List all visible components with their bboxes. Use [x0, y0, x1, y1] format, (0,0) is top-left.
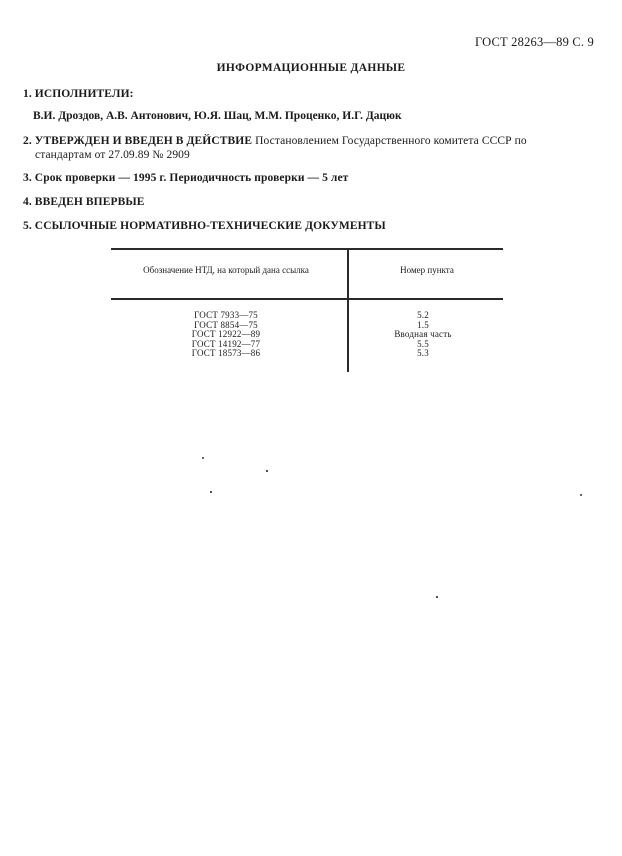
- column-header-clause: Номер пункта: [400, 265, 454, 275]
- table-cell-doc: ГОСТ 18573—86: [191, 348, 261, 359]
- page-title: ИНФОРМАЦИОННЫЕ ДАННЫЕ: [216, 62, 406, 74]
- section-2-heading: 2. УТВЕРЖДЕН И ВВЕДЕН В ДЕЙСТВИЕ: [23, 135, 253, 147]
- table-cell-clause: 1.5: [417, 319, 429, 330]
- scan-speck: [266, 470, 268, 472]
- table-header-rule: [111, 298, 503, 300]
- table-cell-clause: 5.5: [417, 338, 429, 349]
- section-2: [23, 134, 595, 162]
- table-cell-doc: ГОСТ 14192—77: [191, 338, 261, 349]
- table-top-rule: [111, 248, 503, 250]
- section-1-heading: 1. ИСПОЛНИТЕЛИ:: [23, 88, 134, 100]
- document-column: [141, 311, 311, 359]
- document-code: ГОСТ 28263—89 С. 9: [474, 35, 594, 49]
- section-5-heading: 5. ССЫЛОЧНЫЕ НОРМАТИВНО-ТЕХНИЧЕСКИЕ ДОКУМЕНТЫ: [23, 220, 386, 232]
- table-cell-clause: 5.3: [417, 348, 429, 359]
- table-cell-clause: 5.2: [417, 310, 429, 320]
- table-cell-doc: ГОСТ 8854—75: [194, 319, 258, 330]
- table-cell-doc: ГОСТ 7933—75: [194, 310, 258, 320]
- scan-speck: [436, 596, 438, 598]
- scan-speck: [202, 457, 204, 459]
- section-2-text-line2: стандартам от 27.09.89 № 2909: [35, 149, 190, 161]
- clause-column: [357, 311, 489, 359]
- section-4-heading: 4. ВВЕДЕН ВПЕРВЫЕ: [23, 196, 145, 208]
- column-header-document: Обозначение НТД, на который дана ссылка: [143, 265, 309, 275]
- table-cell-clause: Вводная часть: [394, 329, 452, 340]
- section-3: 3. Срок проверки — 1995 г. Периодичность проверки — 5 лет: [23, 172, 349, 184]
- authors-list: В.И. Дроздов, А.В. Антонович, Ю.Я. Шац, М.М. Проценко, И.Г. Дацюк: [33, 110, 402, 122]
- table-cell-doc: ГОСТ 12922—89: [191, 329, 261, 340]
- scan-speck: [210, 491, 212, 493]
- section-2-text-line1: Постановлением Государственного комитета СССР по: [255, 135, 527, 147]
- reference-table: [111, 248, 503, 372]
- table-column-divider: [347, 248, 349, 372]
- scan-speck: [580, 494, 582, 496]
